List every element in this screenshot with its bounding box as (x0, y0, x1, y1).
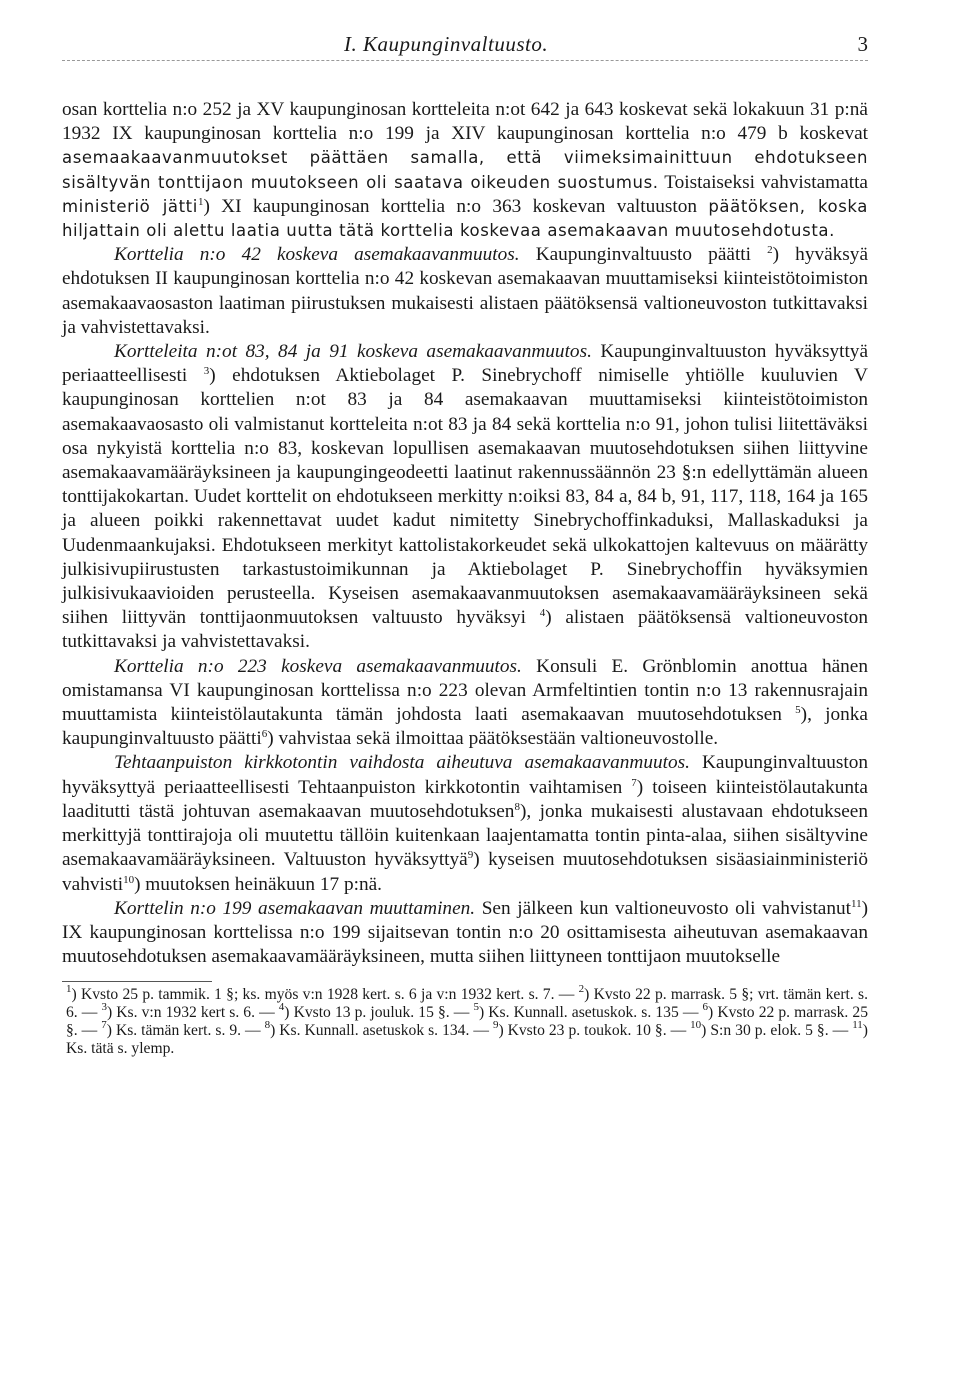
text-run: ) hyväksyä ehdotuksen II kaupunginosan korttelia n:o 42 koskevan asemakaavan muuttamiseksi kiinteistötoimiston asemakaavaosaston laatiman piirustuksen mukaisesti alistaen päätöksensä valtioneuvoston tutkittavaksi ja vahvistettavaksi. (62, 244, 868, 338)
footnote-mark: 10 (690, 1019, 702, 1032)
section-heading: Tehtaanpuiston kirkkotontin vaihdosta aiheutuva asemakaavanmuutos. (114, 752, 690, 774)
text-run: ) kyseisen muutosehdotuksen sisäasiainministeriö vahvisti (62, 849, 868, 895)
text-run: ) vahvistaa sekä ilmoittaa päätöksestään valtioneuvostolle. (267, 728, 719, 750)
text-run: ) toiseen kiinteistölautakunta laaditutti tästä johtuvan asemakaavan muutosehdotuksen (62, 776, 868, 822)
footnote-text: ) Ks. tätä s. ylemp. (66, 1022, 868, 1058)
paragraph (62, 98, 868, 243)
text-run: asemaakaavanmuutokset päättäen samalla, että viimeksimainittuun ehdotukseen sisältyvän tonttijaon muutokseen oli saatava oikeuden suostumus. (62, 148, 868, 192)
text-run: Kaupunginvaltuuston hyväksyttyä periaatteellisesti Tehtaanpuiston kirkkotontin vaihtamisen (62, 752, 868, 798)
text-run: Kaupunginvaltuuston hyväksyttyä periaatteellisesti (62, 341, 868, 387)
footnote (492, 1019, 691, 1040)
footnote (101, 1001, 279, 1022)
footnote-reference: 4 (539, 607, 546, 620)
text-run: ) alistaen päätöksensä valtioneuvoston tutkittavaksi ja vahvistettavaksi. (62, 607, 868, 653)
footnote-text: ) Kvsto 23 p. toukok. 10 §. — (498, 1022, 691, 1040)
footnote (690, 1019, 853, 1040)
footnote (473, 1001, 703, 1022)
footnote-reference: 10 (123, 873, 135, 886)
text-run: päätöksen, koska hiljattain oli alettu laatia uutta tätä korttelia koskevaa asemakaavan muutosehdotusta. (62, 196, 868, 241)
header-divider (62, 60, 868, 61)
footnote-text: ) Kvsto 22 p. marrask. 5 §; vrt. tämän kert. s. 6. — (66, 986, 868, 1022)
footnote-mark: 6 (702, 1001, 709, 1014)
text-run: Sen jälkeen kun valtioneuvosto oli vahvistanut (475, 897, 851, 919)
text-run: ), jonka kaupunginvaltuusto päätti (62, 704, 868, 750)
paragraph (62, 751, 868, 896)
footnote-mark: 8 (264, 1019, 271, 1032)
footnote-mark: 11 (852, 1019, 863, 1032)
footnote-text: ) Kvsto 25 p. tammik. 1 §; ks. myös v:n 1928 kert. s. 6 ja v:n 1932 kert. s. 7. — (71, 986, 579, 1004)
text-run: ) IX kaupunginosan korttelissa n:o 199 sijaitsevan tontin n:o 20 osittamisesta aiheutuvan asemakaavan muutosehdotuksen asemakaavamääräyksineen, mutta siihen liittyneen tonttijaon muutokselle (62, 897, 869, 968)
footnote-reference: 11 (851, 897, 862, 910)
running-title: I. Kaupunginvaltuusto. (344, 32, 549, 56)
footnotes (62, 983, 868, 1058)
footnote-reference: 6 (261, 728, 268, 741)
footnote-reference: 2 (767, 244, 773, 257)
footnote (278, 1001, 474, 1022)
footnote-text: ) Ks. tämän kert. s. 9. — (106, 1022, 265, 1040)
footnote-mark: 7 (101, 1019, 107, 1032)
document-page (62, 30, 868, 1058)
footnote-mark: 5 (473, 1001, 479, 1014)
paragraph (62, 243, 868, 340)
footnote-mark: 9 (492, 1019, 499, 1032)
footnote-reference: 8 (514, 800, 520, 813)
footnote (101, 1019, 265, 1040)
text-run: Konsuli E. Grönblomin anottua hänen omistamansa VI kaupunginosan korttelissa n:o 223 olevan Armfeltintien tontin n:o 13 rakennusrajain muuttamista kiinteistölautakunta tämän johdosta laati asemakaavan muutosehdotuksen (62, 655, 868, 726)
footnote-reference: 3 (203, 365, 210, 378)
text-run: ) XI kaupunginosan korttelia n:o 363 koskevan valtuuston (203, 195, 709, 217)
footnote-text: ) Ks. Kunnall. asetuskok s. 134. — (270, 1022, 493, 1040)
text-run: Toistaiseksi vahvistamatta (658, 171, 868, 193)
text-run: ), jonka mukaisesti alustavaan ehdotukseen merkittyjä tonttirajoja oli muutettu tällöin kuitenkaan laajentamatta tontin pinta-alaa, siihen sisältyvine asemakaavamääräyksineen. Valtuuston hyväksyttyä (62, 800, 868, 871)
paragraph (62, 655, 868, 752)
text-run: ministeriö jätti (62, 196, 198, 216)
text-run: ) muutoksen heinäkuun 17 p:nä. (134, 873, 382, 895)
footnote-reference: 9 (467, 849, 474, 862)
footnote (66, 983, 579, 1004)
text-run: osan korttelia n:o 252 ja XV kaupunginosan kortteleita n:ot 642 ja 643 koskevat sekä lokakuun 31 p:nä 1932 IX kaupunginosan korttelia n:o 199 ja XIV kaupunginosan korttelia n:o 479 b koskevat (62, 99, 868, 145)
footnote-divider (62, 981, 212, 982)
footnote-text: ) Ks. Kunnall. asetuskok. s. 135 — (478, 1004, 703, 1022)
running-header (62, 30, 868, 62)
section-heading: Kortteleita n:ot 83, 84 ja 91 koskeva asemakaavanmuutos. (114, 341, 592, 363)
section-heading: Korttelia n:o 223 koskeva asemakaavanmuutos. (114, 655, 522, 677)
page-number: 3 (857, 32, 868, 56)
footnote-mark: 1 (66, 983, 72, 996)
body-text (62, 98, 868, 969)
text-run: Kaupunginvaltuusto päätti (519, 244, 768, 266)
footnote-mark: 4 (278, 1001, 285, 1014)
footnote-reference: 5 (795, 704, 801, 717)
footnote-text: ) S:n 30 p. elok. 5 §. — (701, 1022, 853, 1040)
footnote (264, 1019, 493, 1040)
footnote-reference: 7 (631, 776, 637, 789)
text-run: ) ehdotuksen Aktiebolaget P. Sinebrychoff nimiselle yhtiölle kuuluvien V kaupunginosan korttelien n:ot 83 ja 84 asemakaavan muuttamiseksi kiinteistötoimiston asemakaavaosasto oli valmistanut kortteleita n:ot 83 ja 84 sekä korttelia n:o 91, johon tulisi liitettäväksi osa nykyistä korttelia n:o 83, koskevan lopullisen asemakaavan muutosehdotuksen siihen liittyvine asemakaavamääräyksineen ja kaupungingeodeetti laatinut rakennussäännön 23 §:n edellyttämän alueen tonttijakokartan. Uudet korttelit on ehdotukseen merkitty n:oiksi 83, 84 a, 84 b, 91, 117, 118, 164 ja 165 ja alueen poikki rakennettavat uudet kadut nimitetty Sinebrychoffinkaduksi, Mallaskaduksi ja Uudenmaankujaksi. Ehdotukseen merkityt kattolistakorkeudet sekä ulkokattojen kaltevuus on määrätty julkisivupiirustusten tarkastustoimikunnan ja Aktiebolaget P. Sinebrychoffin hyväksymien julkisivukaavioiden perusteella. Kyseisen asemakaavanmuutoksen asemakaavamääräyksineen sekä siihen liittyvän tonttijaonmuutoksen valtuusto hyväksyi (62, 365, 868, 629)
footnote-mark: 2 (578, 983, 585, 996)
paragraph (62, 340, 868, 655)
footnote-text: ) Ks. v:n 1932 kert s. 6. — (106, 1004, 279, 1022)
footnote-reference: 1 (197, 195, 204, 208)
footnote-mark: 3 (101, 1001, 107, 1014)
footnote-text: ) Kvsto 22 p. marrask. 25 §. — (66, 1004, 868, 1040)
paragraph (62, 897, 868, 970)
section-heading: Korttelin n:o 199 asemakaavan muuttaminen. (114, 897, 476, 919)
section-heading: Korttelia n:o 42 koskeva asemakaavanmuutos. (114, 244, 520, 266)
footnote-text: ) Kvsto 13 p. jouluk. 15 §. — (284, 1004, 474, 1022)
